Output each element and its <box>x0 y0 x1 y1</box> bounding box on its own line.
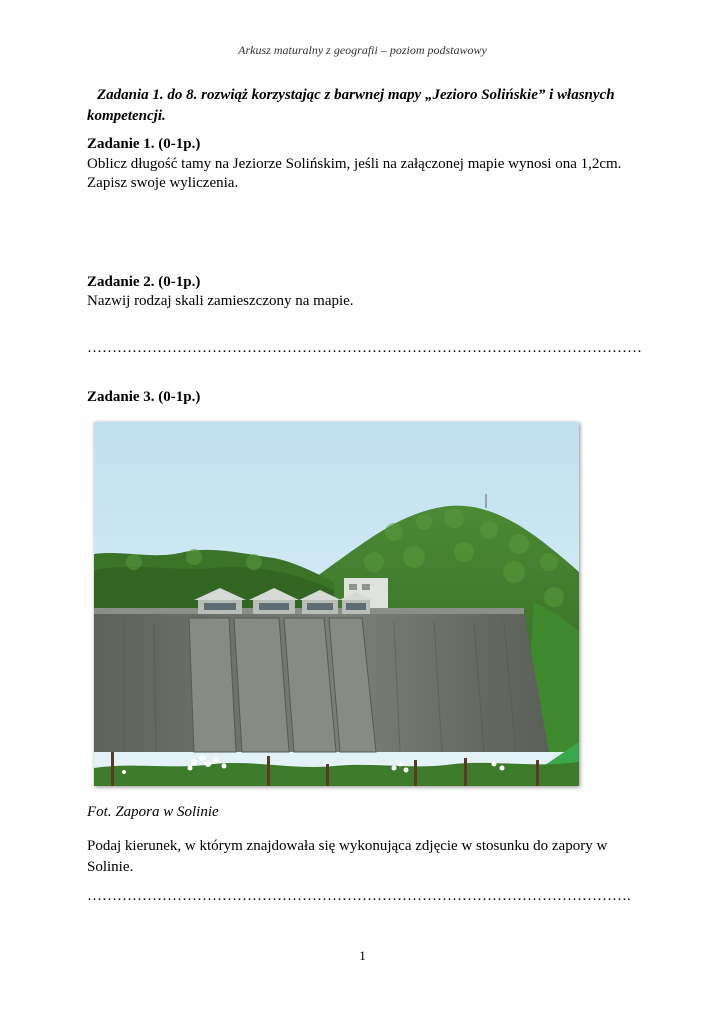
task-1-text: Oblicz długość tamy na Jeziorze Solińskim, jeśli na załączonej mapie wynosi ona 1,2cm. Zapisz swoje wyliczenia. <box>87 156 622 191</box>
task-2-title: Zadanie 2. (0-1p.) <box>87 274 201 290</box>
page-number: 1 <box>359 948 366 963</box>
task-2-answer-line[interactable]: ………………………………………………………………………………………………… <box>87 340 642 356</box>
task-3-text: Podaj kierunek, w którym znajdowała się wykonująca zdjęcie w stosunku do zapory w Solinie. <box>87 838 608 875</box>
instructions-intro <box>87 85 647 127</box>
intro-text: Zadania 1. do 8. rozwiąż korzystając z barwnej mapy „Jezioro Solińskie” i własnych kompetencji. <box>87 87 615 124</box>
photo-caption: Fot. Zapora w Solinie <box>87 804 219 820</box>
task-2-text: Nazwij rodzaj skali zamieszczony na mapie. <box>87 293 354 309</box>
dam-photo <box>94 422 579 786</box>
task-3-title: Zadanie 3. (0-1p.) <box>87 389 201 405</box>
task-3-answer-line[interactable]: ………………………………………………………………………………………………. <box>87 888 631 904</box>
task-1-title: Zadanie 1. (0-1p.) <box>87 136 201 152</box>
running-header: Arkusz maturalny z geografii – poziom podstawowy <box>238 43 487 57</box>
